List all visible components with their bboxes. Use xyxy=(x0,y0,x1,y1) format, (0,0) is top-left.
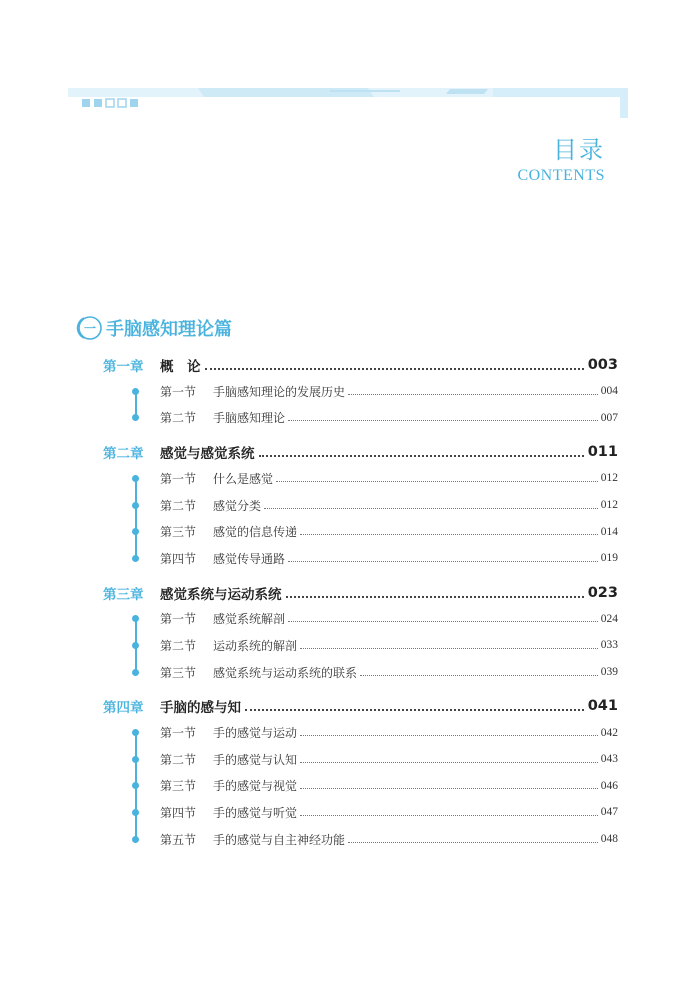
leader-dots xyxy=(264,508,598,509)
toc-subtitle: CONTENTS xyxy=(517,167,605,184)
section-row[interactable] xyxy=(160,518,618,545)
bullet-dot-icon xyxy=(132,782,139,789)
section-page: 043 xyxy=(600,753,618,766)
section-page: 004 xyxy=(600,385,618,398)
bullet-dot-icon xyxy=(132,555,139,562)
bullet-dot-icon xyxy=(132,809,139,816)
chapter-label: 第三章 xyxy=(103,586,144,603)
leader-dots xyxy=(288,561,598,562)
section-label: 第三节 xyxy=(160,525,197,540)
bullet-dot-icon xyxy=(132,528,139,535)
section-page: 007 xyxy=(600,411,618,424)
section-title: 运动系统的解剖 xyxy=(213,638,298,653)
section-row[interactable] xyxy=(160,799,618,826)
part-number: 一 xyxy=(83,321,97,336)
section-title: 感觉的信息传递 xyxy=(213,525,298,540)
bullet-dot-icon xyxy=(132,669,139,676)
section-page: 012 xyxy=(600,472,618,485)
leader-dots xyxy=(300,762,598,763)
section-list xyxy=(103,465,618,571)
section-label: 第四节 xyxy=(160,805,197,820)
bullet-dot-icon xyxy=(132,475,139,482)
section-title: 感觉系统与运动系统的联系 xyxy=(213,665,358,680)
section-title: 手的感觉与运动 xyxy=(213,726,298,741)
chapter-page: 003 xyxy=(587,357,618,373)
chapter-row[interactable] xyxy=(103,352,618,378)
section-row[interactable] xyxy=(160,545,618,572)
section-title: 感觉传导通路 xyxy=(213,551,286,566)
bullet-dot-icon xyxy=(132,414,139,421)
section-row[interactable] xyxy=(160,659,618,686)
section-label: 第二节 xyxy=(160,638,197,653)
section-row[interactable] xyxy=(160,378,618,405)
chapter-entry xyxy=(103,352,618,431)
section-label: 第一节 xyxy=(160,471,197,486)
chapter-page: 041 xyxy=(587,698,618,715)
bullet-dot-icon xyxy=(132,502,139,509)
section-title: 感觉分类 xyxy=(213,498,262,513)
section-page: 046 xyxy=(600,779,618,792)
section-row[interactable] xyxy=(160,632,618,659)
section-list xyxy=(103,719,618,852)
chapter-row[interactable] xyxy=(103,580,618,606)
leader-dots xyxy=(300,534,598,535)
leader-dots xyxy=(300,735,598,736)
section-row[interactable] xyxy=(160,405,618,432)
section-label: 第一节 xyxy=(160,726,197,741)
section-page: 019 xyxy=(600,552,618,565)
leader-dots xyxy=(360,675,598,676)
bullet-dot-icon xyxy=(132,836,139,843)
chapter-entry xyxy=(103,693,618,852)
chapter-title: 感觉与感觉系统 xyxy=(160,446,255,463)
leader-dots xyxy=(276,481,598,482)
section-page: 024 xyxy=(600,612,618,625)
leader-dots xyxy=(300,648,598,649)
section-label: 第二节 xyxy=(160,752,197,767)
section-label: 第一节 xyxy=(160,612,197,627)
section-list xyxy=(103,378,618,431)
section-title: 手脑感知理论的发展历史 xyxy=(213,384,346,399)
timeline-line xyxy=(135,478,137,558)
leader-dots xyxy=(300,788,598,789)
chapter-entry xyxy=(103,439,618,571)
section-list xyxy=(103,606,618,686)
leader-dots xyxy=(245,709,584,711)
leader-dots xyxy=(286,596,584,598)
chapter-row[interactable] xyxy=(103,693,618,719)
section-page: 033 xyxy=(600,639,618,652)
section-page: 014 xyxy=(600,525,618,538)
section-page: 012 xyxy=(600,499,618,512)
leader-dots xyxy=(348,394,598,395)
section-title: 手的感觉与视觉 xyxy=(213,779,298,794)
section-row[interactable] xyxy=(160,746,618,773)
leader-dots xyxy=(288,420,598,421)
section-title: 手的感觉与听觉 xyxy=(213,805,298,820)
toc-title: 目录 xyxy=(553,136,605,164)
section-label: 第三节 xyxy=(160,779,197,794)
bullet-dot-icon xyxy=(132,615,139,622)
leader-dots xyxy=(259,455,584,457)
part-title: 手脑感知理论篇 xyxy=(106,319,232,340)
chapter-label: 第一章 xyxy=(103,359,144,375)
section-label: 第四节 xyxy=(160,551,197,566)
section-page: 042 xyxy=(600,726,618,739)
section-label: 第二节 xyxy=(160,498,197,513)
bullet-dot-icon xyxy=(132,642,139,649)
header-decoration xyxy=(68,86,628,120)
chapter-row[interactable] xyxy=(103,439,618,465)
chapter-label: 第二章 xyxy=(103,446,144,463)
section-label: 第三节 xyxy=(160,665,197,680)
leader-dots xyxy=(288,621,598,622)
section-title: 手的感觉与认知 xyxy=(213,752,298,767)
chapter-title: 概 论 xyxy=(160,359,201,375)
section-row[interactable] xyxy=(160,606,618,633)
part-number-badge-icon xyxy=(76,315,102,341)
leader-dots xyxy=(205,368,584,370)
leader-dots xyxy=(348,842,598,843)
bullet-dot-icon xyxy=(132,388,139,395)
section-label: 第五节 xyxy=(160,832,197,847)
part-heading xyxy=(76,314,232,342)
bullet-dot-icon xyxy=(132,756,139,763)
section-row[interactable] xyxy=(160,826,618,853)
chapter-title: 手脑的感与知 xyxy=(160,700,241,717)
chapter-title: 感觉系统与运动系统 xyxy=(160,586,282,603)
bullet-dot-icon xyxy=(132,729,139,736)
section-row[interactable] xyxy=(160,773,618,800)
section-row[interactable] xyxy=(160,465,618,492)
chapter-page: 023 xyxy=(587,584,618,601)
section-page: 039 xyxy=(600,666,618,679)
section-page: 047 xyxy=(600,806,618,819)
section-title: 手脑感知理论 xyxy=(213,411,286,426)
table-of-contents xyxy=(103,352,618,860)
leader-dots xyxy=(300,815,598,816)
section-page: 048 xyxy=(600,833,618,846)
section-label: 第二节 xyxy=(160,411,197,426)
section-label: 第一节 xyxy=(160,384,197,399)
section-title: 什么是感觉 xyxy=(213,471,274,486)
chapter-entry xyxy=(103,580,618,686)
section-row[interactable] xyxy=(160,492,618,519)
section-title: 感觉系统解剖 xyxy=(213,612,286,627)
chapter-page: 011 xyxy=(587,444,618,461)
section-row[interactable] xyxy=(160,719,618,746)
section-title: 手的感觉与自主神经功能 xyxy=(213,832,346,847)
chapter-label: 第四章 xyxy=(103,700,144,717)
